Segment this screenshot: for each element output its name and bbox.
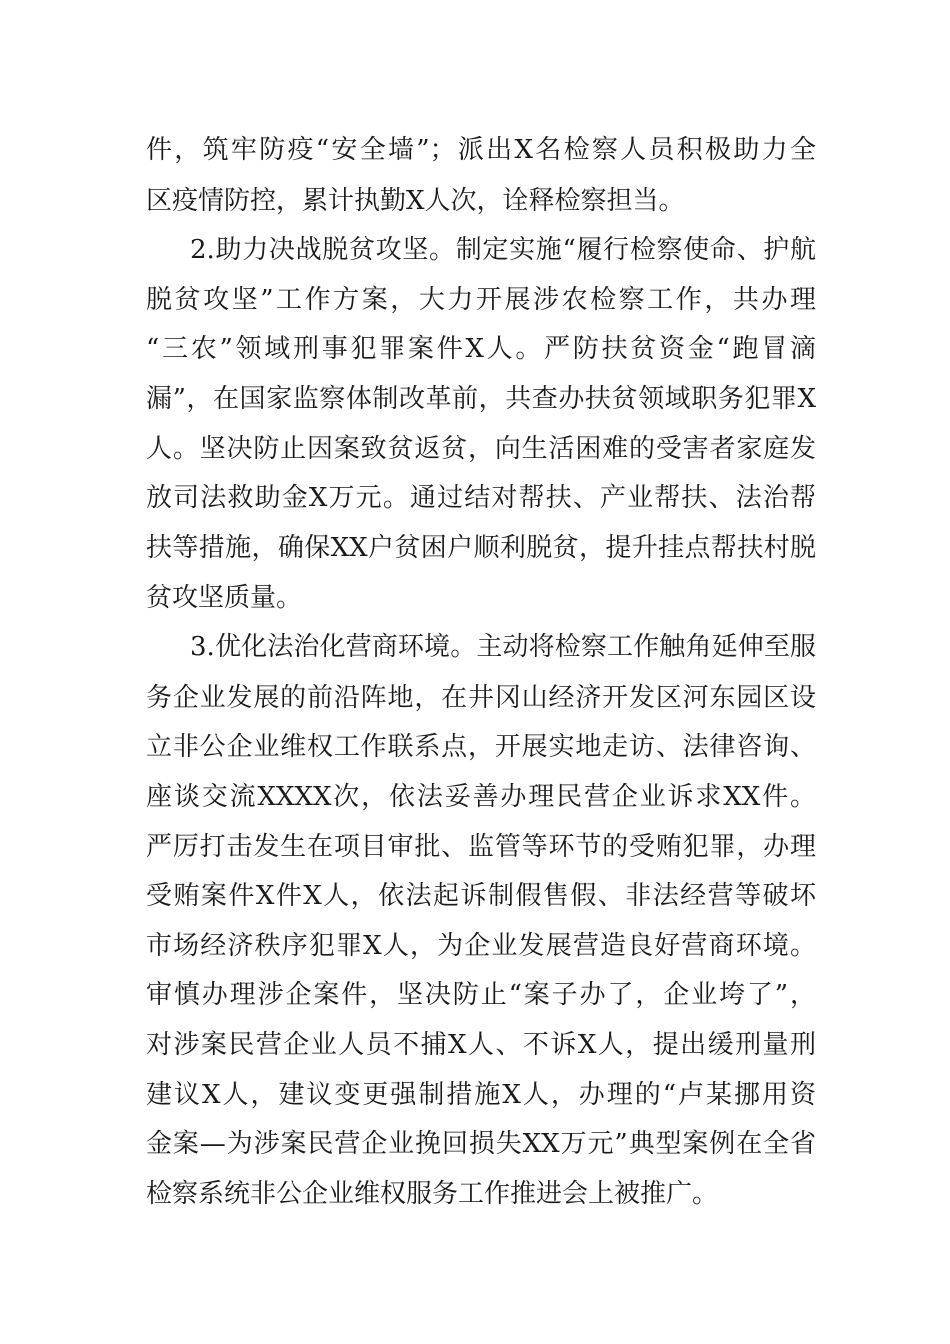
paragraph-heading-line: 2.助力决战脱贫攻坚。制定实施“履行检察使命、护航 — [190, 235, 816, 265]
paragraph-heading-line: 3.优化法治化营商环境。主动将检察工作触角延伸至服 — [190, 632, 816, 662]
text-line: 对涉案民营企业人员不捕X人、不诉X人，提出缓刑量刑 — [146, 1030, 816, 1060]
text-line: 座谈交流XXXX次，依法妥善办理民营企业诉求XX件。 — [146, 782, 816, 812]
text-line: 审慎办理涉企案件，坚决防止“案子办了，企业垮了”， — [146, 980, 816, 1010]
text-line: 件，筑牢防疫“安全墙”；派出X名检察人员积极助力全 — [146, 135, 816, 165]
text-line: 扶等措施，确保XX户贫困户顺利脱贫，提升挂点帮扶村脱 — [146, 533, 816, 563]
text-line: 检察系统非公企业维权服务工作推进会上被推广。 — [146, 1179, 719, 1209]
text-line: 脱贫攻坚”工作方案，大力开展涉农检察工作，共办理 — [146, 285, 816, 315]
text-line: 放司法救助金X万元。通过结对帮扶、产业帮扶、法治帮 — [146, 483, 816, 513]
text-line: 建议X人，建议变更强制措施X人，办理的“卢某挪用资 — [146, 1080, 816, 1110]
text-line: “三农”领域刑事犯罪案件X人。严防扶贫资金“跑冒滴 — [146, 334, 816, 364]
text-line: 漏”，在国家监察体制改革前，共查办扶贫领域职务犯罪X — [146, 384, 816, 414]
text-line: 贫攻坚质量。 — [146, 583, 303, 613]
text-line: 务企业发展的前沿阵地，在井冈山经济开发区河东园区设 — [146, 683, 816, 713]
text-line: 金案—为涉案民营企业挽回损失XX万元”典型案例在全省 — [146, 1129, 816, 1159]
text-line: 严厉打击发生在项目审批、监管等环节的受贿犯罪，办理 — [146, 832, 816, 862]
text-line: 市场经济秩序犯罪X人，为企业发展营造良好营商环境。 — [146, 931, 816, 961]
text-line: 人。坚决防止因案致贫返贫，向生活困难的受害者家庭发 — [146, 434, 816, 464]
text-line: 区疫情防控，累计执勤X人次，诠释检察担当。 — [146, 186, 685, 216]
text-line: 受贿案件X件X人，依法起诉制假售假、非法经营等破坏 — [146, 881, 816, 911]
text-line: 立非公企业维权工作联系点，开展实地走访、法律咨询、 — [146, 732, 816, 762]
